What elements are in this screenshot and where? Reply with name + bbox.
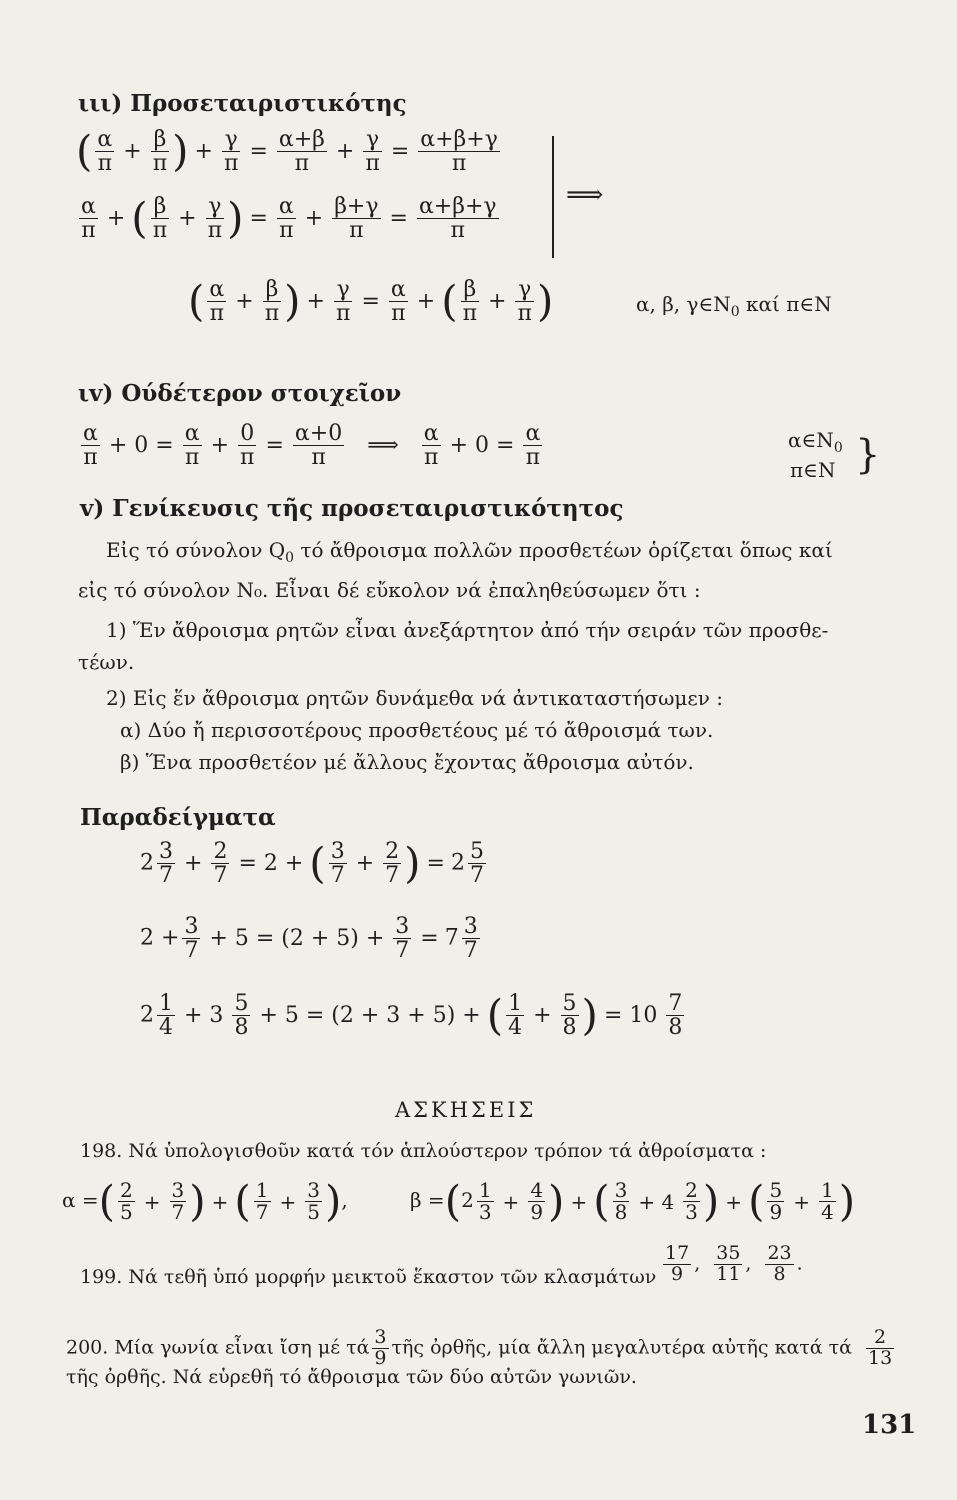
equation-iv: $\frac{\alpha}{\pi}$ + 0 = $\frac{\alpha}{\pi}$ + $\frac{0}{\pi}$ = $\frac{\alpha+0}{\pi}$ ⟹ $\frac{\alpha}{\pi}$ + 0 = $\frac{\alpha}{\pi}$ <box>83 421 541 471</box>
condition-iv-2: π∈N <box>790 458 836 482</box>
exercise-200: 200. Μία γωνία εἶναι ἴση μέ τά $\frac{3}{9}$ τῆς ὀρθῆς, μία ἄλλη μεγαλυτέρα αὐτῆς κατά τά $\frac{2}{13}$ <box>66 1326 893 1369</box>
exercise-198-beta: β =(2 $\frac{1}{3}$ + $\frac{4}{9}$ ) + ( $\frac{3}{8}$ + 4 $\frac{2}{3}$ ) + ( $\frac{5}{9}$ + $\frac{1}{4}$ ) <box>410 1176 856 1226</box>
exercises-title: ΑΣΚΗΣΕΙΣ <box>395 1098 537 1122</box>
exercise-199: 199. Νά τεθῆ ὑπό μορφήν μεικτοῦ ἕκαστον τῶν κλασμάτων <box>80 1266 657 1288</box>
v-item2a: α) Δύο ἤ περισσοτέρους προσθετέους μέ τό ἄθροισμά των. <box>120 718 714 742</box>
right-brace: } <box>855 432 881 478</box>
page-number: 131 <box>862 1410 917 1440</box>
equation-iii-1: ( $\frac{\alpha}{\pi}$ + $\frac{\beta}{\pi}$ ) + $\frac{\gamma}{\pi}$ = $\frac{\alpha+\beta}{\pi}$ + $\frac{\gamma}{\pi}$ = $\frac{\alpha+\beta+\gamma}{\pi}$ <box>76 126 498 177</box>
condition-iii: α, β, $\gamma\in N_0$ καί π∈N <box>636 292 832 320</box>
equation-iii-3: ( $\frac{\alpha}{\pi}$ + $\frac{\beta}{\pi}$ ) + $\frac{\gamma}{\pi}$ = $\frac{\alpha}{\pi}$ + ( $\frac{\beta}{\pi}$ + $\frac{\gamma}{\pi}$ ) <box>188 276 554 327</box>
v-item2: 2) Εἰς ἕν ἄθροισμα ρητῶν δυνάμεθα νά ἀντικαταστήσωμεν : <box>106 686 724 710</box>
exercise-199-fractions: $\frac{17}{9}$ , $\frac{35}{11}$ , $\frac{23}{8}$ . <box>665 1242 803 1285</box>
section-iv-title: ιv) Ούδέτερον στοιχεῖον <box>78 380 402 407</box>
section-iii-title: ιιι) Προσεταιριστικότης <box>78 90 407 117</box>
v-text-line2: εἰς τό σύνολον N₀. Εἶναι δέ εὔκολον νά ἐπαληθεύσωμεν ὅτι : <box>78 578 701 602</box>
brace <box>548 136 554 258</box>
v-item1: 1) Ἕν ἄθροισμα ρητῶν εἶναι ἀνεξάρτητον ἀπό τήν σειράν τῶν προσθε- <box>106 618 829 642</box>
implies-arrow: ⟹ <box>566 180 604 210</box>
section-v-title: v) Γενίκευσις τῆς προσεταιριστικότητος <box>80 495 624 522</box>
v-item2b: β) Ἕνα προσθετέον μέ ἄλλους ἔχοντας ἄθροισμα αὐτόν. <box>120 750 694 774</box>
example-3: 2 $\frac{1}{4}$ + 3 $\frac{5}{8}$ + 5 = (2 + 3 + 5) + ( $\frac{1}{4}$ + $\frac{5}{8}$ ) = 10 $\frac{7}{8}$ <box>140 990 683 1041</box>
equation-iii-2: $\frac{\alpha}{\pi}$ + ( $\frac{\beta}{\pi}$ + $\frac{\gamma}{\pi}$ ) = $\frac{\alpha}{\pi}$ + $\frac{\beta+\gamma}{\pi}$ = $\frac{\alpha+\beta+\gamma}{\pi}$ <box>81 193 497 244</box>
exercise-200-cont: τῆς ὀρθῆς. Νά εὑρεθῆ τό ἄθροισμα τῶν δύο αὐτῶν γωνιῶν. <box>66 1366 637 1388</box>
v-item1-cont: τέων. <box>78 650 135 674</box>
condition-iv-1: $\alpha\in N_0$ <box>788 428 843 456</box>
examples-title: Παραδείγματα <box>80 804 276 831</box>
exercise-198: 198. Νά ὑπολογισθοῦν κατά τόν ἁπλούστερον τρόπον τά ἀθροίσματα : <box>80 1140 767 1162</box>
example-2: 2 + $\frac{3}{7}$ + 5 = (2 + 5) + $\frac{3}{7}$ = 7 $\frac{3}{7}$ <box>140 914 478 964</box>
v-text-line1: Εἰς τό σύνολον $Q_0$ τό ἄθροισμα πολλῶν προσθετέων ὁρίζεται ὅπως καί <box>106 538 833 566</box>
exercise-198-alpha: α =( $\frac{2}{5}$ + $\frac{3}{7}$ ) + ( $\frac{1}{7}$ + $\frac{3}{5}$ ), <box>62 1176 348 1226</box>
example-1: 2 $\frac{3}{7}$ + $\frac{2}{7}$ = 2 + ( $\frac{3}{7}$ + $\frac{2}{7}$ ) = 2 $\frac{5}{7}$ <box>140 838 484 889</box>
